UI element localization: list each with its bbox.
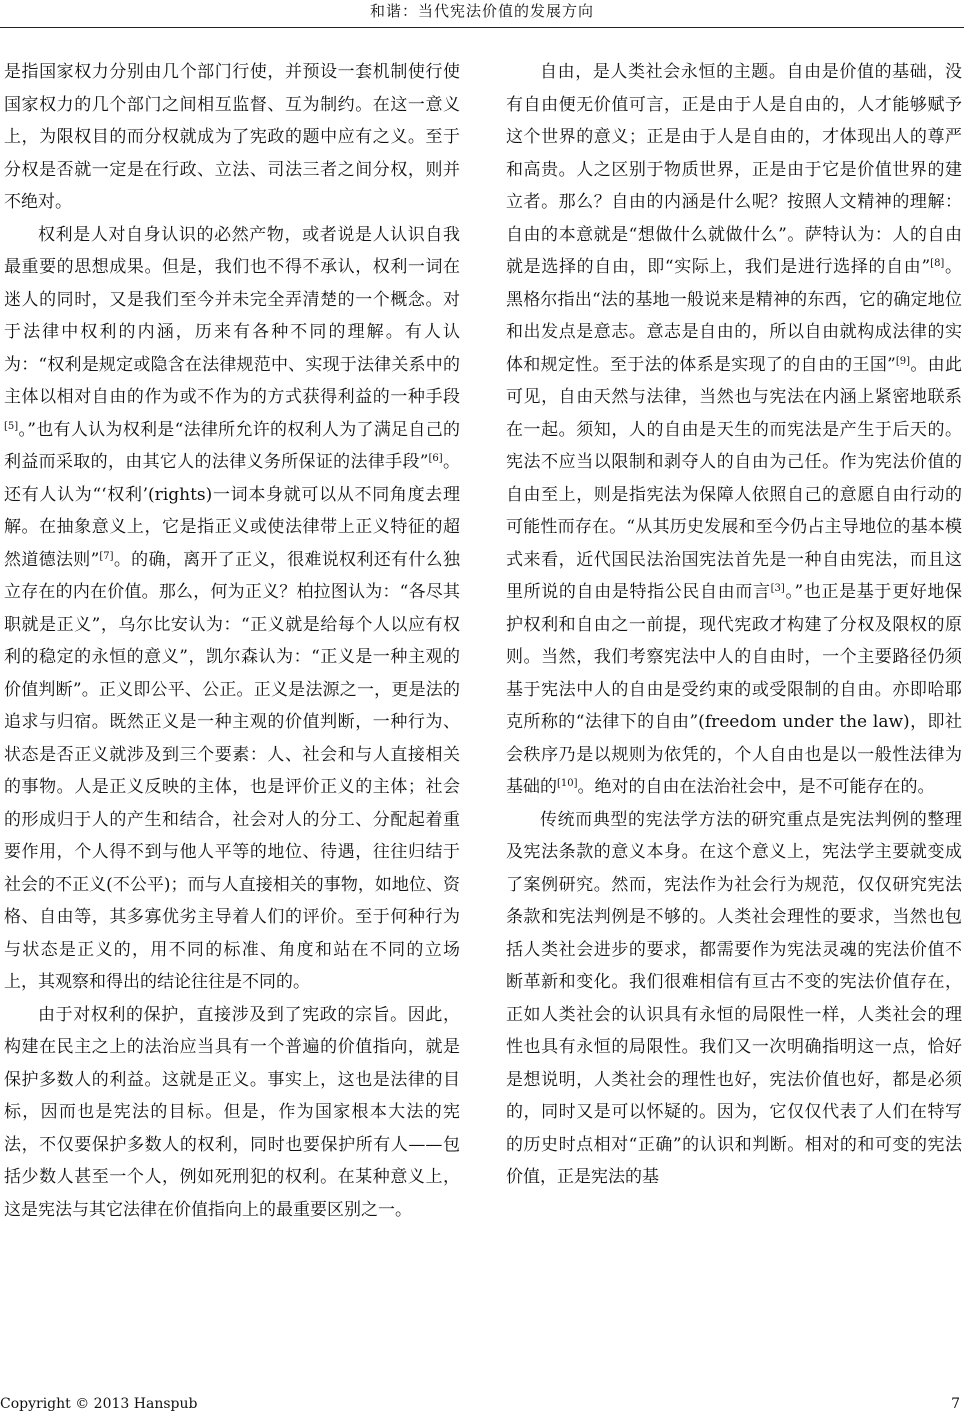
citation-ref: [10] — [557, 778, 578, 789]
left-p2-text-1: 权利是人对自身认识的必然产物，或者说是人认识自我最重要的思想成果。但是，我们也不得不承认，权利一词在迷人的同时，又是我们至今并未完全弄清楚的一个概念。对于法律中权利的内涵，历来有各种不同的理解。有人认为：“权利是规定或隐含在法律规范中、实现于法律关系中的主体以相对自由的作为或不作为的方式获得利益的一种手段 — [4, 224, 460, 407]
footer-copyright: Copyright © 2013 Hanspub — [0, 1396, 198, 1412]
right-paragraph-2: 传统而典型的宪法学方法的研究重点是宪法判例的整理及宪法条款的意义本身。在这个意义上，宪法学主要就变成了案例研究。然而，宪法作为社会行为规范，仅仅研究宪法条款和宪法判例是不够的。人类社会理性的要求，当然也包括人类社会进步的要求，都需要作为宪法灵魂的宪法价值不断革新和变化。我们很难相信有亘古不变的宪法价值存在，正如人类社会的认识具有永恒的局限性一样，人类社会的理性也具有永恒的局限性。我们又一次明确指明这一点，恰好是想说明，人类社会的理性也好，宪法价值也好，都是必须的，同时又是可以怀疑的。因为，它仅仅代表了人们在特写的历史时点相对“正确”的认识和判断。相对的和可变的宪法价值，正是宪法的基 — [506, 809, 962, 1187]
right-p1-text-5: 。绝对的自由在法治社会中，是不可能存在的。 — [577, 777, 935, 797]
citation-ref: [6] — [428, 453, 443, 464]
left-column — [4, 56, 460, 1366]
left-p2-text-4: 。的确，离开了正义，很难说权利还有什么独立存在的内在价值。那么，何为正义？柏拉图认为：“各尽其职就是正义”，乌尔比安认为：“正义就是给每个人以应有权利的稳定的永恒的意义”，凯尔森认为：“正义是一种主观的价值判断”。正义即公平、公正。正义是法源之一，更是法的追求与归宿。既然正义是一种主观的价值判断，一种行为、状态是否正义就涉及到三个要素：人、社会和与人直接相关的事物。人是正义反映的主体，也是评价正义的主体；社会的形成归于人的产生和结合，社会对人的分工、分配起着重要作用，个人得不到与他人平等的地位、待遇，往往归结于社会的不正义(不公平)；而与人直接相关的事物，如地位、资格、自由等，其多寡优劣主导着人们的评价。至于何种行为与状态是正义的，用不同的标准、角度和站在不同的立场上，其观察和得出的结论往往是不同的。 — [4, 549, 460, 992]
right-column — [506, 56, 962, 1366]
left-paragraph-1: 是指国家权力分别由几个部门行使，并预设一套机制使行使国家权力的几个部门之间相互监督、互为制约。在这一意义上，为限权目的而分权就成为了宪政的题中应有之义。至于分权是否就一定是在行政、立法、司法三者之间分权，则并不绝对。 — [4, 62, 460, 212]
citation-ref: [8] — [930, 258, 945, 269]
running-header — [0, 0, 964, 26]
left-paragraph-2 — [4, 219, 460, 999]
left-paragraph-3: 由于对权利的保护，直接涉及到了宪政的宗旨。因此，构建在民主之上的法治应当具有一个普遍的价值指向，就是保护多数人的利益。这就是正义。事实上，这也是法律的目标，因而也是宪法的目标。但是，作为国家根本大法的宪法，不仅要保护多数人的权利，同时也要保护所有人——包括少数人甚至一个人，例如死刑犯的权利。在某种意义上，这是宪法与其它法律在价值指向上的最重要区别之一。 — [4, 1004, 460, 1220]
citation-ref: [5] — [4, 420, 19, 432]
footer-page-number: 7 — [951, 1396, 960, 1412]
right-paragraph-1 — [506, 56, 962, 804]
right-p1-text-2: 。黑格尔指出“法的基地一般说来是精神的东西，它的确定地位和出发点是意志。意志是自由的，所以自由就构成法律的实体和规定性。至于法的体系是实现了的自由的王国” — [506, 257, 962, 375]
left-p2-text-2: 。”也有人认为权利是“法律所允许的权利人为了满足自己的利益而采取的，由其它人的法律义务所保证的法律手段” — [4, 419, 460, 472]
right-p1-text-3: 。由此可见，自由天然与法律，当然也与宪法在内涵上紧密地联系在一起。须知，人的自由是天生的而宪法是产生于后天的。宪法不应当以限制和剥夺人的自由为己任。作为宪法价值的自由至上，则是指宪法为保障人依照自己的意愿自由行动的可能性而存在。“从其历史发展和至今仍占主导地位的基本模式来看，近代国民法治国宪法首先是一种自由宪法，而且这里所说的自由是特指公民自由而言 — [506, 354, 962, 602]
right-p1-text-1: 自由，是人类社会永恒的主题。自由是价值的基础，没有自由便无价值可言，正是由于人是自由的，人才能够赋予这个世界的意义；正是由于人是自由的，才体现出人的尊严和高贵。人之区别于物质世界，正是由于它是价值世界的建立者。那么？自由的内涵是什么呢？按照人文精神的理解：自由的本意就是“想做什么就做什么”。萨特认为：人的自由就是选择的自由，即“实际上，我们是进行选择的自由” — [506, 62, 962, 277]
right-p1-text-4: 。”也正是基于更好地保护权利和自由之一前提，现代宪政才构建了分权及限权的原则。当然，我们考察宪法中人的自由时，一个主要路径仍须基于宪法中人的自由是受约束的或受限制的自由。亦即哈耶克所称的“法律下的自由”(freedom under the law)，即社会秩序乃是以规则为依凭的，个人自由也是以一般性法律为基础的 — [506, 582, 962, 797]
running-header-title: 和谐：当代宪法价值的发展方向 — [369, 2, 594, 20]
citation-ref: [7] — [99, 550, 114, 562]
header-rule — [0, 27, 964, 28]
citation-ref: [9] — [895, 355, 911, 367]
page-footer — [0, 1394, 964, 1414]
left-p2-text-3: 。还有人认为“‘权利’(rights)一词本身就可以从不同角度去理解。在抽象意义上，它是指正义或使法律带上正义特征的超然道德法则” — [4, 452, 460, 570]
citation-ref: [3] — [770, 583, 785, 594]
